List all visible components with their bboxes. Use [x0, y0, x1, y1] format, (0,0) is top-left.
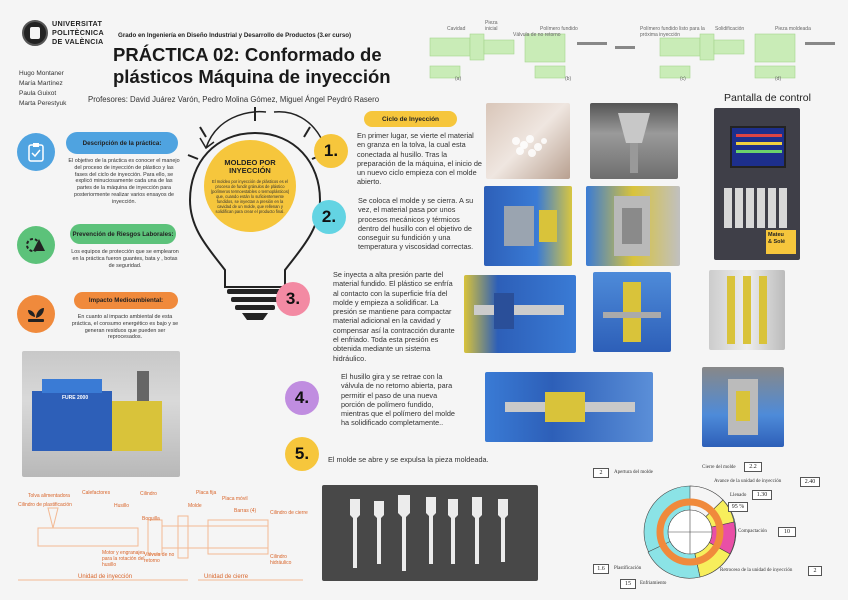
step-4-text: El husillo gira y se retrae con la válvula de no retorno abierta, para permitir el paso de una nueva porción de polímero fundido, mientras que el polímero del molde ha solidificado completamente..: [341, 372, 455, 428]
schema-label: Motor y engranajes para la rotación del husillo: [102, 550, 145, 568]
schema-label: Unidad de inyección: [78, 574, 133, 580]
schema-label: Calefactores: [82, 490, 111, 496]
step-3-text: Se inyecta a alta presión parte del material fundido. El plástico se enfría al contacto con la superficie fría del molde y empieza a solidificar. La presión se mantiene para compactar material adicional en la cavidad y compensar así la contracción durante el enfriado. Toda esta presión es obtenida mediante un sistema hidráulico.: [333, 270, 455, 363]
risks-title: Prevención de Riesgos Laborales:: [70, 224, 176, 244]
diagram-label: Pieza moldeada: [775, 26, 811, 32]
dial-value: 1.6: [593, 564, 609, 574]
schema-label: Cilindro hidráulico: [270, 554, 292, 566]
upv-logo: [22, 20, 114, 48]
step-5-number: 5.: [285, 437, 319, 471]
dial-label: Avance de la unidad de inyección: [714, 479, 782, 484]
risks-text: Los equipos de protección que se emplearon en la práctica fueron guantes, bata y , botas de seguridad.: [71, 249, 179, 269]
brand-line: & Solé: [768, 239, 786, 245]
tooling-photo: [702, 367, 784, 447]
brand-line: Mateu: [768, 232, 784, 238]
dial-label: Compactación: [738, 529, 767, 534]
schema-label: Barras (4): [234, 508, 257, 514]
professors-label: Profesores: David Juárez Varón, Pedro Molina Gómez, Miguel Ángel Peydró Rasero: [88, 95, 380, 104]
author: Paula Guixot: [19, 90, 57, 97]
screw-retract-photo: [485, 372, 653, 442]
diagram-label: Pieza inicial: [485, 20, 498, 32]
injection-photo: [464, 275, 576, 353]
dial-label: Enfriamiento: [640, 581, 667, 586]
description-text: El objetivo de la práctica es conocer el manejo del proceso de inyección de plástico y las fases del ciclo de inyección. Para ello, se explicó minuciosamente cada una de las partes de la máquina de inyección para posteriormente realizar varios ensayos de inyección.: [68, 158, 180, 205]
hydraulic-photo: [593, 272, 671, 352]
dial-value: 10: [778, 527, 796, 537]
bulb-circle: [204, 140, 296, 232]
machine-schema: [8, 488, 313, 594]
bulb-title: MOLDEO POR INYECCIÓN: [224, 157, 276, 175]
clipboard-icon: [17, 133, 55, 171]
plant-hand-icon: [17, 295, 55, 333]
bulb-text: El moldeo por inyección de plásticos es el proceso de fundir gránulos de plástico (polímeros termoestables o termoplásticos) que, cuando están lo suficientemente fundidos, se inyectan a presión en la cavidad de un molde, que rellenan y solidifican para crear el producto final.: [210, 178, 290, 214]
dial-value: 1.30: [752, 490, 772, 500]
dial-value: 95 %: [728, 502, 748, 512]
mold-closing-photo: [484, 186, 572, 266]
step-3-number: 3.: [276, 282, 310, 316]
machine-brand: [766, 230, 796, 254]
control-screen: [730, 126, 786, 168]
dial-label: Retroceso de la unidad de inyección: [720, 568, 793, 573]
safety-gear-icon: [17, 226, 55, 264]
author: Hugo Montaner: [19, 70, 64, 77]
diagram-letter: (d): [775, 76, 782, 82]
control-panel-photo: [714, 108, 800, 260]
schema-label: Placa fija: [196, 490, 217, 496]
dial-value: 2: [593, 468, 609, 478]
schema-label: Válvula de no retorno: [144, 552, 175, 564]
description-title: Descripción de la práctica:: [66, 132, 178, 154]
mold-detail-photo: [586, 186, 680, 266]
control-title: Pantalla de control: [724, 92, 811, 104]
step-1-number: 1.: [314, 134, 348, 168]
schema-label: Unidad de cierre: [204, 574, 249, 580]
authors-list: [19, 69, 66, 109]
diagram-label: Válvula de no retorno: [513, 32, 561, 38]
diagram-label: Solidificación: [715, 26, 745, 32]
step-4-number: 4.: [285, 381, 319, 415]
injection-stages-diagram: [425, 16, 845, 86]
mold-open-photo: [709, 270, 785, 350]
university-line-1: UNIVERSITAT: [52, 19, 103, 28]
step-1-text: En primer lugar, se vierte el material en granza en la tolva, la cual esta conectada al husillo. Tras la preparación de la máquina, el inicio de un nuevo ciclo empieza con el molde abierto.: [357, 131, 482, 187]
diagram-label: Cavidad: [447, 26, 466, 32]
dial-value: 2: [808, 566, 822, 576]
pellets-photo: [486, 103, 570, 179]
schema-label: Cilindro: [140, 491, 157, 497]
schema-label: Molde: [188, 503, 202, 509]
machine-label: FURE 2000: [62, 395, 89, 401]
upv-seal-icon: [22, 20, 48, 46]
author: María Martínez: [19, 80, 63, 87]
diagram-label: Polímero fundido: [540, 26, 578, 32]
step-2-text: Se coloca el molde y se cierra. A su vez, el material pasa por unos procesos mecánicos y térmicos dentro del husillo con el objetivo de conseguir su fundición y una temperatura y viscosidad correctas.: [358, 196, 474, 252]
dial-label: Plastificación: [614, 566, 642, 571]
dial-label: Llenado: [730, 493, 747, 498]
environment-title: Impacto Medioambiental:: [74, 292, 178, 309]
degree-label: Grado en Ingeniería en Diseño Industrial y Desarrollo de Productos (3.er curso): [118, 32, 352, 39]
cycle-time-dial: [590, 462, 830, 598]
diagram-letter: (b): [565, 76, 572, 82]
schema-label: Tolva alimentadora: [28, 493, 70, 499]
page-title: PRÁCTICA 02: Conformado de plásticos Máquina de inyección: [113, 44, 391, 87]
dial-value: 2.2: [744, 462, 762, 472]
schema-label: Husillo: [114, 503, 130, 509]
diagram-label: Polímero fundido listo para la próxima inyección: [640, 26, 705, 38]
university-line-2: POLITÈCNICA: [52, 28, 105, 37]
dial-value: 15: [620, 579, 636, 589]
environment-text: En cuanto al impacto ambiental de esta práctica, el consumo energético es bajo y se generan residuos que pueden ser reprocesados.: [71, 314, 179, 341]
step-5-text: El molde se abre y se expulsa la pieza moldeada.: [328, 455, 489, 464]
university-line-3: DE VALÈNCIA: [52, 37, 104, 46]
schema-label: Placa móvil: [222, 496, 248, 502]
cycle-label: Ciclo de Inyección: [364, 111, 457, 127]
step-2-number: 2.: [312, 200, 346, 234]
dial-label: Cierre del molde: [702, 465, 736, 470]
dial-value: 2.40: [800, 477, 820, 487]
hopper-photo: [590, 103, 678, 179]
author: Marta Perestyuk: [19, 100, 67, 107]
molded-pieces-photo: [322, 485, 538, 581]
schema-label: Cilindro de plastificación: [18, 502, 72, 508]
dial-label: Apertura del molde: [614, 470, 653, 475]
diagram-letter: (a): [455, 76, 462, 82]
diagram-letter: (c): [680, 76, 686, 82]
machine-photo: [22, 351, 180, 477]
schema-label: Boquilla: [142, 516, 160, 522]
schema-label: Cilindro de cierre: [270, 510, 308, 516]
